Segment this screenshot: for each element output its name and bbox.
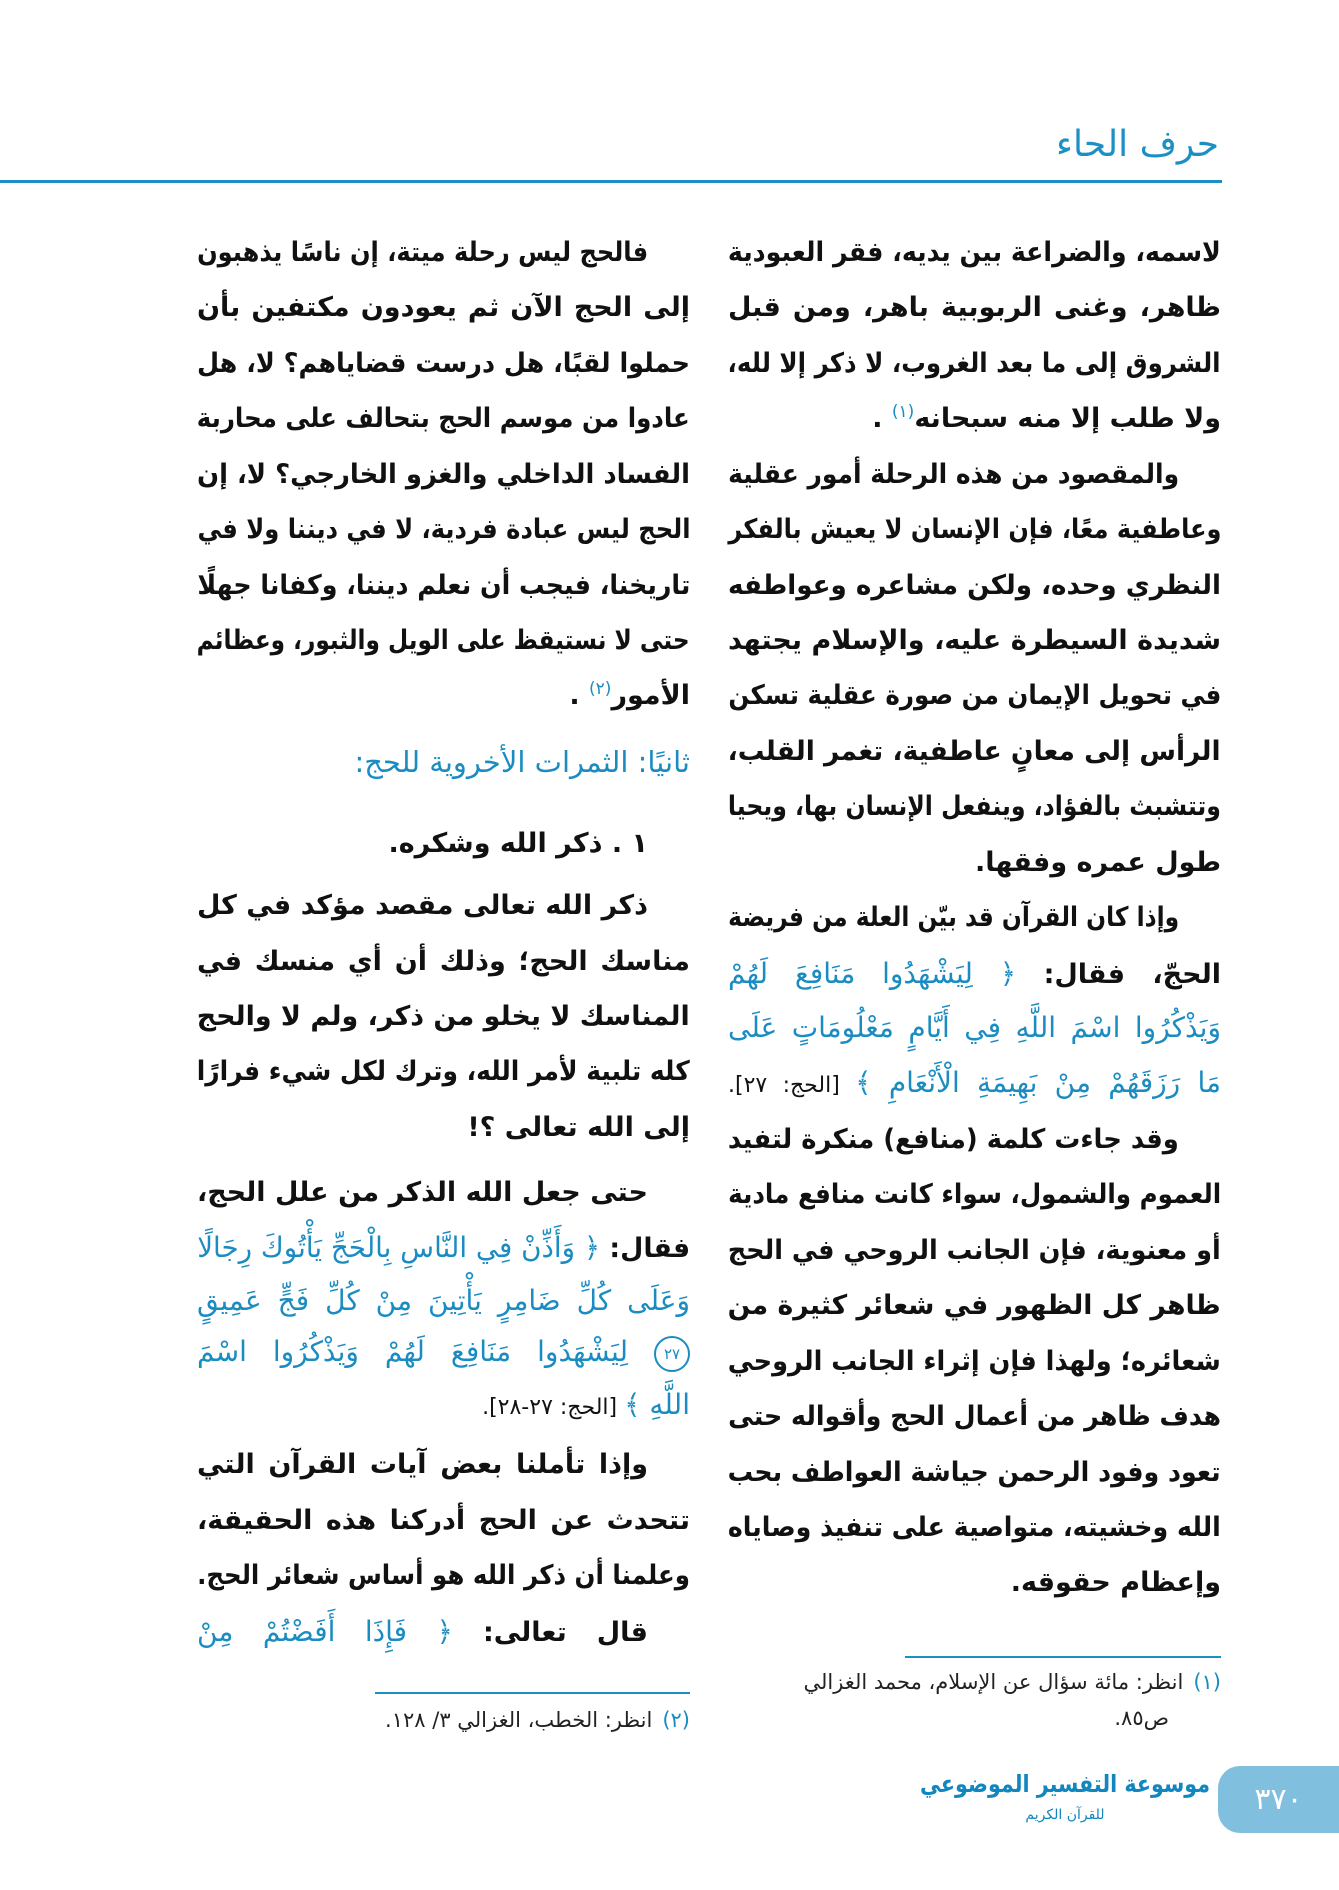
line-content bbox=[197, 450, 690, 500]
text-line bbox=[197, 228, 690, 278]
text-run: ولا طلب إلا منه سبحانه bbox=[914, 403, 1221, 435]
line-content bbox=[482, 1380, 690, 1433]
text-line bbox=[728, 1392, 1221, 1442]
text-run: الله وخشيته، متواصية على تنفيذ وصاياه bbox=[728, 1511, 1221, 1543]
text-line bbox=[728, 1281, 1221, 1331]
text-line bbox=[197, 671, 690, 721]
text-line bbox=[197, 1047, 690, 1097]
footnote-2 bbox=[197, 1702, 690, 1738]
text-line bbox=[197, 1440, 690, 1490]
text-run: العموم والشمول، سواء كانت منافع مادية bbox=[728, 1179, 1221, 1211]
text-run: الرأس إلى معانٍ عاطفية، تغمر القلب، bbox=[728, 735, 1221, 767]
text-line bbox=[197, 505, 690, 555]
chapter-title: حرف الحاء bbox=[1056, 124, 1219, 165]
line-content bbox=[728, 1058, 1221, 1111]
footnote-number: (٢) bbox=[662, 1708, 690, 1732]
footnote-text: انظر: مائة سؤال عن الإسلام، محمد الغزالي bbox=[803, 1670, 1184, 1694]
footnote-divider bbox=[375, 1692, 690, 1694]
line-content bbox=[388, 819, 648, 869]
text-line bbox=[197, 819, 690, 869]
text-run: تعود وفود الرحمن جياشة العواطف بحب bbox=[728, 1456, 1221, 1488]
text-line bbox=[197, 992, 690, 1042]
text-line bbox=[728, 616, 1221, 666]
text-run: في تحويل الإيمان من صورة عقلية تسكن bbox=[727, 680, 1221, 712]
text-run: الأمور bbox=[611, 680, 690, 712]
line-content bbox=[728, 450, 1179, 500]
line-content bbox=[197, 561, 690, 611]
footnote-marker[interactable]: (١) bbox=[891, 402, 915, 423]
line-content bbox=[197, 937, 690, 987]
line-content bbox=[728, 671, 1221, 721]
text-line bbox=[728, 228, 1221, 278]
line-content bbox=[197, 992, 690, 1042]
text-run: . bbox=[872, 403, 892, 435]
line-content bbox=[197, 1327, 690, 1378]
line-content bbox=[197, 283, 690, 333]
line-content bbox=[197, 505, 690, 555]
quran-verse: لِيَشْهَدُوا مَنَافِعَ لَهُمْ وَيَذْكُرُوا اسْمَ bbox=[196, 1335, 654, 1368]
text-line bbox=[197, 1380, 690, 1430]
text-run: النظري وحده، ولكن مشاعره وعواطفه bbox=[728, 569, 1221, 601]
line-content bbox=[728, 1448, 1221, 1498]
text-line bbox=[728, 838, 1221, 888]
text-line bbox=[728, 1558, 1221, 1608]
text-line bbox=[197, 1103, 690, 1153]
text-run: كله تلبية لأمر الله، وترك لكل شيء فرارًا bbox=[196, 1056, 690, 1088]
line-content bbox=[728, 893, 1179, 943]
line-content bbox=[728, 782, 1221, 832]
text-run: فالحج ليس رحلة ميتة، إن ناسًا يذهبون bbox=[196, 237, 648, 269]
text-line bbox=[197, 561, 690, 611]
line-content bbox=[197, 1168, 648, 1218]
text-run: الفساد الداخلي والغزو الخارجي؟ لا، إن bbox=[197, 458, 690, 490]
text-line bbox=[197, 937, 690, 987]
text-line bbox=[197, 1168, 690, 1218]
text-line bbox=[728, 1503, 1221, 1553]
line-content bbox=[197, 339, 690, 389]
line-content bbox=[728, 1281, 1221, 1331]
footnote-text-cont: ص٨٥. bbox=[1114, 1706, 1169, 1730]
line-content bbox=[728, 283, 1221, 333]
line-content bbox=[728, 1115, 1179, 1165]
text-run: لاسمه، والضراعة بين يديه، فقر العبودية bbox=[728, 237, 1221, 269]
text-line bbox=[197, 1327, 690, 1377]
text-line bbox=[728, 283, 1221, 333]
line-content bbox=[728, 505, 1221, 555]
line-content bbox=[569, 671, 690, 721]
text-line bbox=[197, 394, 690, 444]
text-run: الشروق إلى ما بعد الغروب، لا ذكر إلا لله، bbox=[728, 347, 1221, 379]
text-line bbox=[197, 1496, 690, 1546]
line-content bbox=[728, 1337, 1221, 1387]
logo-subtitle: للقرآن الكريم bbox=[1025, 1807, 1105, 1823]
line-content bbox=[975, 838, 1221, 888]
text-run: طول عمره وفقها. bbox=[975, 846, 1221, 878]
text-run: ذكر الله تعالى مقصد مؤكد في كل bbox=[196, 890, 648, 922]
line-content bbox=[467, 1103, 690, 1153]
footnote-text: انظر: الخطب، الغزالي ٣/ ١٢٨. bbox=[385, 1708, 653, 1732]
text-run: إلى الله تعالى ؟! bbox=[467, 1111, 690, 1143]
verse-reference: [الحج: ٢٧]. bbox=[727, 1073, 856, 1099]
text-line bbox=[728, 450, 1221, 500]
text-run: الحج ليس عبادة فردية، لا في ديننا ولا في bbox=[197, 514, 690, 546]
text-line bbox=[197, 283, 690, 333]
text-run: تتحدث عن الحج أدركنا هذه الحقيقة، bbox=[197, 1504, 690, 1536]
text-line bbox=[197, 450, 690, 500]
text-run: وعاطفية معًا، فإن الإنسان لا يعيش بالفكر bbox=[728, 514, 1221, 546]
text-run: حتى جعل الله الذكر من علل الحج، bbox=[196, 1176, 648, 1208]
quran-verse: اللَّهِ ﴾ bbox=[624, 1388, 690, 1422]
text-line bbox=[728, 339, 1221, 389]
text-line bbox=[728, 893, 1221, 943]
footnote-marker[interactable]: (٢) bbox=[589, 679, 612, 700]
text-line bbox=[728, 782, 1221, 832]
line-content bbox=[728, 1392, 1221, 1442]
line-content bbox=[197, 1223, 690, 1274]
text-run: شديدة السيطرة عليه، والإسلام يجتهد bbox=[727, 625, 1221, 657]
text-line bbox=[197, 339, 690, 389]
text-line bbox=[197, 616, 690, 666]
footnote-divider bbox=[905, 1656, 1221, 1658]
line-content bbox=[197, 616, 690, 666]
text-run: شعائره؛ ولهذا فإن إثراء الجانب الروحي bbox=[728, 1345, 1221, 1377]
text-run: وإذا تأملنا بعض آيات القرآن التي bbox=[196, 1449, 648, 1481]
line-content bbox=[197, 1551, 690, 1601]
line-content bbox=[197, 228, 648, 278]
text-run: أو معنوية، فإن الجانب الروحي في الحج bbox=[728, 1234, 1221, 1266]
text-line bbox=[728, 1058, 1221, 1108]
text-line bbox=[728, 561, 1221, 611]
line-content bbox=[728, 339, 1221, 389]
section-heading: ثانيًا: الثمرات الأخروية للحج: bbox=[354, 744, 690, 779]
line-content bbox=[728, 561, 1221, 611]
quran-verse: وَيَذْكُرُوا اسْمَ اللَّهِ فِي أَيَّامٍ مَعْلُومَاتٍ عَلَى bbox=[728, 1010, 1221, 1044]
text-line bbox=[728, 1448, 1221, 1498]
text-run: وإذا كان القرآن قد بيّن العلة من فريضة bbox=[728, 902, 1179, 934]
page-number: ٣٧٠ bbox=[1218, 1766, 1339, 1833]
text-run: ١ . ذكر الله وشكره. bbox=[388, 827, 648, 859]
line-content bbox=[728, 1503, 1221, 1553]
text-line bbox=[197, 1223, 690, 1273]
line-content bbox=[728, 1226, 1221, 1276]
text-run: إلى الحج الآن ثم يعودون مكتفين بأن bbox=[196, 292, 690, 324]
text-line bbox=[728, 1226, 1221, 1276]
text-line bbox=[728, 505, 1221, 555]
line-content bbox=[354, 737, 690, 787]
line-content bbox=[197, 881, 648, 931]
text-line bbox=[728, 394, 1221, 444]
text-run: هدف ظاهر من أعمال الحج وأقواله حتى bbox=[728, 1401, 1221, 1433]
line-content bbox=[728, 949, 1221, 1000]
section-heading bbox=[197, 737, 690, 787]
text-line bbox=[197, 881, 690, 931]
text-run: وإعظام حقوقه. bbox=[1010, 1567, 1221, 1599]
text-line bbox=[728, 1115, 1221, 1165]
text-line bbox=[728, 1170, 1221, 1220]
text-line bbox=[728, 727, 1221, 777]
line-content bbox=[728, 228, 1221, 278]
line-content bbox=[728, 1170, 1221, 1220]
ayah-number-marker: ٢٧ bbox=[654, 1336, 690, 1372]
line-content bbox=[728, 616, 1221, 666]
text-run: حملوا لقبًا، هل درست قضاياهم؟ لا، هل bbox=[197, 347, 690, 379]
quran-verse: مَا رَزَقَهُمْ مِنْ بَهِيمَةِ الْأَنْعَامِ ﴾ bbox=[855, 1066, 1221, 1100]
text-run: مناسك الحج؛ وذلك أن أي منسك في bbox=[197, 945, 690, 977]
line-content bbox=[197, 1276, 690, 1327]
verse-reference: [الحج: ٢٧-٢٨]. bbox=[482, 1395, 625, 1421]
text-run: قال تعالى: bbox=[452, 1616, 648, 1648]
text-line bbox=[728, 671, 1221, 721]
line-content bbox=[197, 394, 690, 444]
text-run: ظاهر، وغنى الربوبية باهر، ومن قبل bbox=[728, 292, 1221, 324]
quran-verse: وَعَلَى كُلِّ ضَامِرٍ يَأْتِينَ مِنْ كُلِّ فَجٍّ عَمِيقٍ bbox=[196, 1284, 690, 1318]
line-content bbox=[197, 1496, 690, 1546]
encyclopedia-logo bbox=[920, 1764, 1210, 1844]
line-content bbox=[872, 394, 1221, 444]
text-run: . bbox=[569, 680, 590, 712]
quran-verse: ﴿ لِيَشْهَدُوا مَنَافِعَ لَهُمْ bbox=[727, 956, 1017, 990]
line-content bbox=[197, 1047, 690, 1097]
quran-verse: ﴿ وَأَذِّنْ فِي النَّاسِ بِالْحَجِّ يَأْتُوكَ رِجَالًا bbox=[197, 1231, 600, 1265]
text-run: المناسك لا يخلو من ذكر، ولم لا والحج bbox=[197, 1001, 690, 1033]
text-run: فقال: bbox=[599, 1233, 690, 1265]
footnote-number: (١) bbox=[1193, 1670, 1221, 1694]
line-content bbox=[728, 727, 1221, 777]
text-run: عادوا من موسم الحج بتحالف على محاربة bbox=[197, 403, 690, 435]
text-run: وقد جاءت كلمة (منافع) منكرة لتفيد bbox=[728, 1123, 1179, 1155]
header-divider bbox=[0, 180, 1222, 183]
text-line bbox=[197, 1276, 690, 1326]
text-run: والمقصود من هذه الرحلة أمور عقلية bbox=[727, 458, 1179, 490]
line-content bbox=[197, 1440, 648, 1490]
text-line bbox=[728, 1337, 1221, 1387]
text-run: حتى لا نستيقظ على الويل والثبور، وعظائم bbox=[197, 625, 690, 657]
text-line bbox=[728, 949, 1221, 999]
line-content bbox=[728, 1003, 1221, 1054]
logo-title: موسوعة التفسير الموضوعي bbox=[920, 1770, 1210, 1798]
text-run: الحجّ، فقال: bbox=[1016, 958, 1221, 990]
text-run: تاريخنا، فيجب أن نعلم ديننا، وكفانا جهلًا bbox=[197, 569, 690, 601]
quran-verse: ﴿ فَإِذَا أَفَضْتُمْ مِنْ bbox=[197, 1614, 453, 1648]
line-content bbox=[197, 1607, 648, 1658]
footnote-1 bbox=[728, 1664, 1221, 1736]
text-run: وتتشبث بالفؤاد، وينفعل الإنسان بها، ويحيا bbox=[727, 791, 1221, 823]
text-line bbox=[197, 1607, 690, 1657]
text-run: ظاهر كل الظهور في شعائر كثيرة من bbox=[727, 1290, 1221, 1322]
text-line bbox=[728, 1003, 1221, 1053]
text-run: وعلمنا أن ذكر الله هو أساس شعائر الحج. bbox=[197, 1560, 690, 1592]
line-content bbox=[1011, 1558, 1221, 1608]
text-line bbox=[197, 1551, 690, 1601]
